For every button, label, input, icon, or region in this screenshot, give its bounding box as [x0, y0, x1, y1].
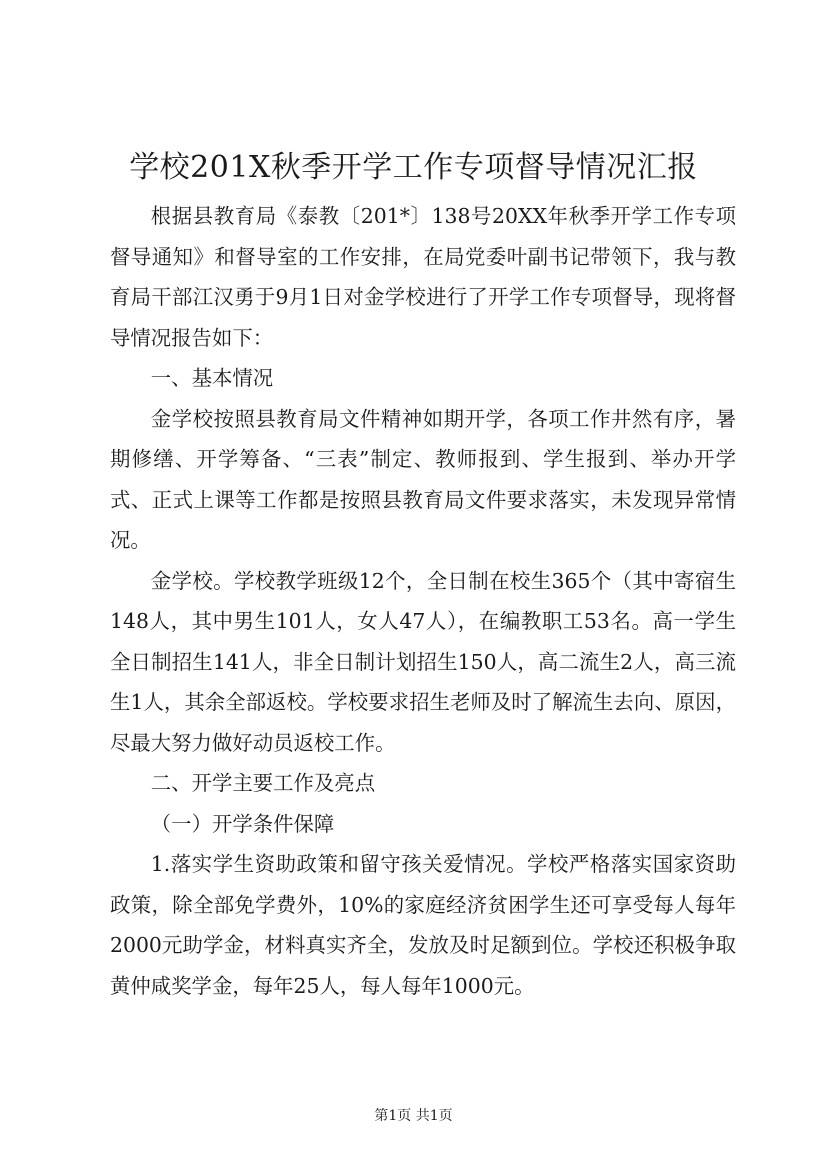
- page-number-footer: 第1页 共1页: [374, 1108, 453, 1124]
- paragraph-student-aid: 1.落实学生资助政策和留守孩关爱情况。学校严格落实国家资助政策，除全部免学费外，10%的家庭经济贫困学生还可享受每人每年2000元助学金，材料真实齐全，发放及时足额到位。学校还积极争取黄仲咸奖学金，每年25人，每人每年1000元。: [110, 852, 736, 998]
- document-title: 学校201X秋季开学工作专项督导情况汇报: [129, 150, 698, 185]
- paragraph-school-stats: 金学校。学校教学班级12个，全日制在校生365个（其中寄宿生148人，其中男生101人，女人47人），在编教职工53名。高一学生全日制招生141人，非全日制计划招生150人，高二流生2人，高三流生1人，其余全部返校。学校要求招生老师及时了解流生去向、原因，尽最大努力做好动员返校工作。: [110, 568, 736, 755]
- subsection-heading-conditions: （一）开学条件保障: [150, 811, 335, 836]
- section-heading-basic-situation: 一、基本情况: [150, 366, 274, 390]
- paragraph-intro: 根据县教育局《泰教〔201*〕138号20XX年秋季开学工作专项督导通知》和督导室的工作安排，在局党委叶副书记带领下，我与教育局干部江汉勇于9月1日对金学校进行了开学工作专项督导，现将督导情况报告如下：: [110, 204, 736, 350]
- section-heading-main-work: 二、开学主要工作及亮点: [150, 771, 376, 795]
- document-body: [110, 196, 736, 1006]
- paragraph-basic-situation: 金学校按照县教育局文件精神如期开学，各项工作井然有序，暑期修缮、开学筹备、“三表”制定、教师报到、学生报到、举办开学式、正式上课等工作都是按照县教育局文件要求落实，未发现异常情况。: [110, 406, 736, 552]
